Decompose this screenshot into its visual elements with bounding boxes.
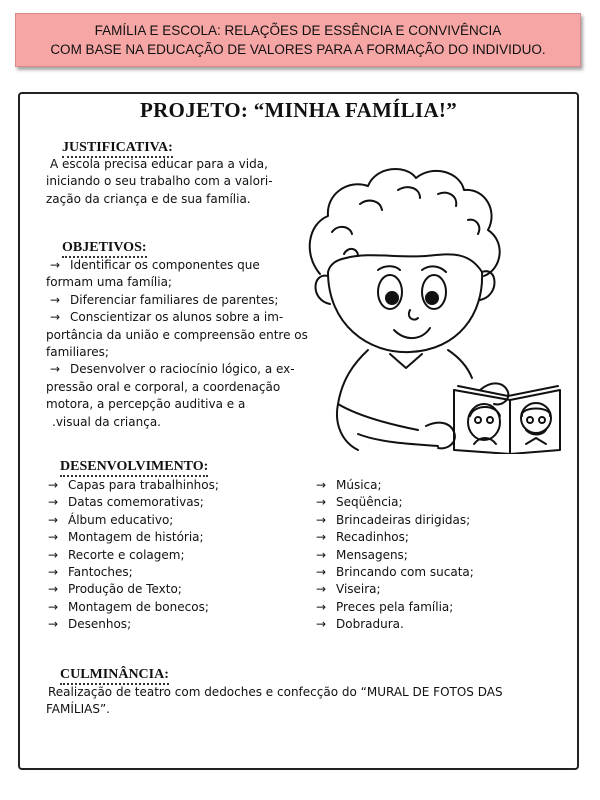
list-item-text: Viseira; <box>336 582 381 597</box>
list-item <box>316 564 474 581</box>
justificativa-text <box>46 156 273 208</box>
list-item-text: Brincando com sucata; <box>336 565 474 580</box>
list-item-text: Seqüência; <box>336 495 403 510</box>
list-item-text: Brincadeiras dirigidas; <box>336 512 471 527</box>
banner-line-2: COM BASE NA EDUCAÇÃO DE VALORES PARA A FORMAÇÃO DO INDIVIDUO. <box>50 42 546 57</box>
objetivo-line: formam uma família; <box>46 275 172 290</box>
list-item <box>316 529 474 546</box>
justificativa-line: A escola precisa educar para a vida, <box>50 157 268 171</box>
list-item <box>48 581 219 598</box>
list-item-text: Música; <box>336 478 382 492</box>
arrow-icon: → <box>50 292 61 307</box>
arrow-icon: → <box>48 582 59 597</box>
list-item-text: Montagem de história; <box>68 530 204 545</box>
arrow-icon: → <box>50 310 61 325</box>
list-item-text: Fantoches; <box>68 565 133 580</box>
objetivo-line: .visual da criança. <box>52 414 161 429</box>
objetivo-line: portância da união e compreensão entre os <box>46 327 308 342</box>
child-holding-album-illustration <box>298 154 568 454</box>
arrow-icon: → <box>316 599 327 614</box>
justificativa-line: zação da criança e de sua família. <box>46 191 251 206</box>
list-item <box>316 512 474 529</box>
arrow-icon: → <box>316 530 327 545</box>
list-item <box>316 494 474 511</box>
list-item-text: Capas para trabalhinhos; <box>68 478 219 492</box>
justificativa-line: iniciando o seu trabalho com a valori- <box>46 174 273 189</box>
arrow-icon: → <box>316 617 327 632</box>
header-banner <box>15 13 581 67</box>
arrow-icon: → <box>48 565 59 580</box>
list-item <box>316 599 474 616</box>
arrow-icon: → <box>48 599 59 614</box>
desenvolvimento-heading: DESENVOLVIMENTO: <box>60 459 208 477</box>
list-item-text: Produção de Texto; <box>68 582 182 597</box>
arrow-icon: → <box>48 478 59 492</box>
objetivo-line: Diferenciar familiares de parentes; <box>70 292 279 307</box>
objetivo-line: Conscientizar os alunos sobre a im- <box>70 310 284 325</box>
arrow-icon: → <box>316 512 327 527</box>
arrow-icon: → <box>316 582 327 597</box>
arrow-icon: → <box>48 547 59 562</box>
list-item-text: Álbum educativo; <box>68 512 174 527</box>
arrow-icon: → <box>316 478 327 492</box>
list-item <box>48 599 219 616</box>
arrow-icon: → <box>316 565 327 580</box>
arrow-icon: → <box>48 512 59 527</box>
arrow-icon: → <box>50 258 61 272</box>
list-item <box>48 547 219 564</box>
arrow-icon: → <box>48 530 59 545</box>
objetivos-heading: OBJETIVOS: <box>62 240 147 258</box>
list-item-text: Montagem de bonecos; <box>68 599 209 614</box>
objetivo-line: Desenvolver o raciocínio lógico, a ex- <box>70 362 295 377</box>
list-item <box>316 477 474 494</box>
list-item-text: Desenhos; <box>68 617 132 632</box>
project-sheet <box>18 92 579 770</box>
list-item-text: Recadinhos; <box>336 530 409 545</box>
list-item-text: Datas comemorativas; <box>68 495 204 510</box>
arrow-icon: → <box>50 362 61 377</box>
banner-line-1: FAMÍLIA E ESCOLA: RELAÇÕES DE ESSÊNCIA E CONVIVÊNCIA <box>94 23 502 38</box>
list-item-text: Mensagens; <box>336 547 408 562</box>
list-item <box>316 616 474 633</box>
objetivo-line: pressão oral e corporal, a coordenação <box>46 379 281 394</box>
arrow-icon: → <box>316 495 327 510</box>
list-item-text: Preces pela família; <box>336 599 454 614</box>
culminancia-text <box>46 684 566 719</box>
list-item-text: Dobradura. <box>336 617 404 632</box>
list-item <box>48 494 219 511</box>
culminancia-heading: CULMINÂNCIA: <box>60 667 169 685</box>
list-item <box>316 547 474 564</box>
project-title: PROJETO: “MINHA FAMÍLIA!” <box>139 98 458 122</box>
desenvolvimento-list-left <box>48 477 219 634</box>
list-item <box>48 477 219 494</box>
culminancia-line: FAMÍLIAS”. <box>46 702 110 717</box>
list-item-text: Recorte e colagem; <box>68 547 185 562</box>
arrow-icon: → <box>48 495 59 510</box>
arrow-icon: → <box>48 617 59 632</box>
list-item <box>48 512 219 529</box>
list-item <box>48 529 219 546</box>
list-item <box>48 564 219 581</box>
objetivo-line: familiares; <box>46 345 109 360</box>
culminancia-line: Realização de teatro com dedoches e confecção do “MURAL DE FOTOS DAS <box>48 685 503 699</box>
desenvolvimento-list-right <box>316 477 474 634</box>
objetivo-line: Identificar os componentes que <box>70 258 260 272</box>
list-item <box>48 616 219 633</box>
objetivos-text <box>46 257 308 431</box>
justificativa-heading: JUSTIFICATIVA: <box>62 140 173 158</box>
arrow-icon: → <box>316 547 327 562</box>
objetivo-line: motora, a percepção auditiva e a <box>46 397 246 412</box>
list-item <box>316 581 474 598</box>
